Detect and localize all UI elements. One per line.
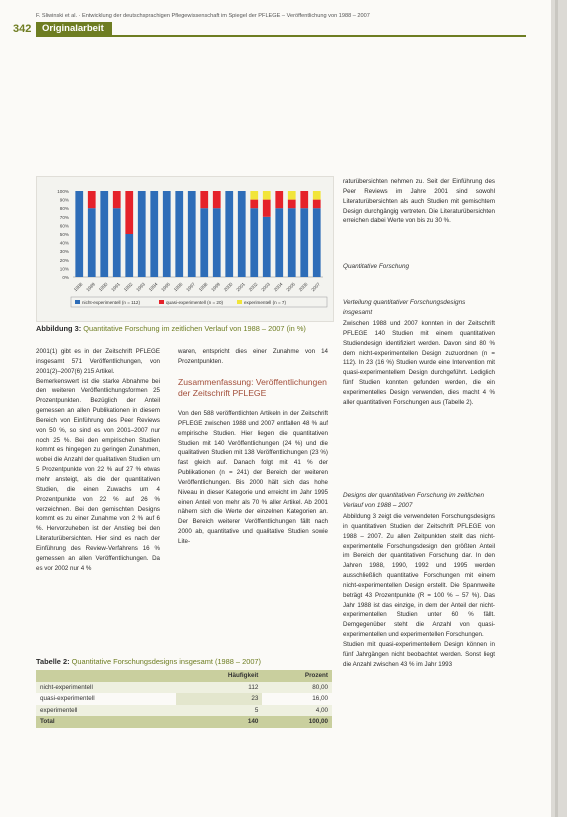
bar-segment	[250, 208, 258, 277]
body-column-3-mid: Zwischen 1988 und 2007 konnten in der Zeitschrift PFLEGE 140 Studien mit einem quantitativen Studiendesign identifiziert werden. Davon sind 80 % dem nicht-experimentellen Design zuzuordnen (n = 112). In 23 (16 %) Studien wurde eine Intervention mit quasi-experimentellem Design durchgeführt. Lediglich fünf Studien konnten gefunden werden, die ein experimentelles Design verwenden, dies macht 4 % aller quantitativen Forschungen aus (Tabelle 2).	[343, 320, 495, 406]
figure-caption	[36, 324, 336, 334]
y-tick-label: 40%	[59, 240, 69, 246]
figure-caption-label: Abbildung 3:	[36, 324, 82, 333]
legend-label: experimentell (n = 7)	[244, 300, 287, 305]
legend-swatch	[159, 300, 164, 304]
x-tick-label: 1991	[110, 281, 122, 293]
body-column-3-bottom: Abbildung 3 zeigt die verwendeten Forschungsdesigns in quantitativen Studien der Zeitschrift PFLEGE von 1988 – 2007. Zu allen Zeitpunkten stellt das nicht-experimentelle Forschungsdesign den größten Anteil im Bereich der quantitativen Forschung dar. In den Jahren 1988, 1990, 1992 und 1995 werden ausschließlich quantitative Forschungen mit einem nicht-experimentellen Design erstellt. Die Spannweite beträgt 43 Prozentpunkte (R = 100 % – 57 %). Das Jahr 1988 ist das einzige, in dem der Anteil der nicht-experimentellen Studien unter 60 % fällt. Demgegenüber steht die Anzahl von quasi-experimentellen und experimentellen Forschungen. Studien mit quasi-experimentellem Design können in fünf Jahrgängen nicht beobachtet werden. Sonst liegt die Anzahl zwischen 43 % im Jahr 1993	[343, 513, 495, 668]
bar-segment	[300, 208, 308, 277]
bar-segment	[313, 208, 321, 277]
x-tick-label: 1988	[72, 281, 84, 293]
y-tick-label: 100%	[57, 189, 69, 194]
y-tick-label: 10%	[59, 266, 69, 272]
x-tick-label: 2005	[285, 281, 297, 293]
table-row	[36, 705, 332, 717]
table-cell: 16,00	[312, 695, 328, 703]
table-total-row	[36, 716, 332, 728]
x-tick-label: 2007	[310, 281, 322, 293]
table-cell: 140	[176, 716, 262, 728]
bar-segment	[263, 191, 271, 200]
bar-segment	[125, 191, 133, 234]
table-row	[36, 693, 332, 705]
x-tick-label: 2000	[222, 281, 234, 293]
x-tick-label: 1994	[147, 281, 159, 293]
figure-caption-text: Quantitative Forschung im zeitlichen Verlauf von 1988 – 2007 (in %)	[83, 324, 306, 333]
table-caption-text: Quantitative Forschungsdesigns insgesamt (1988 – 2007)	[71, 657, 262, 666]
bar-segment	[275, 208, 283, 277]
y-tick-label: 20%	[59, 257, 69, 263]
y-tick-label: 50%	[59, 232, 69, 237]
bar-segment	[213, 208, 221, 277]
table-header-cell	[36, 670, 176, 682]
running-header: F. Sliwinski et al. · Entwicklung der deutschsprachigen Pflegewissenschaft im Spiegel der PFLEGE – Veröffentlichung von 1988 – 2007	[36, 13, 370, 19]
bar-segment	[138, 191, 146, 277]
x-tick-label: 2004	[272, 281, 284, 293]
table-cell: 80,00	[262, 682, 332, 694]
y-tick-label: 80%	[59, 206, 69, 212]
page-number: 342	[13, 23, 32, 35]
section-heading-zusammenfassung: Zusammenfassung: Veröffentlichungen der Zeitschrift PFLEGE	[178, 377, 327, 398]
body-column-3-top: raturübersichten nehmen zu. Seit der Einführung des Peer Reviews im Jahre 2001 sind sowohl Literaturübersichten als auch Studien mit gemischtem Design durchgängig vertreten. Die Literaturübersichten erreichen dabei Werte von bis zu 30 %.	[343, 178, 495, 225]
subheading-designs-verlauf: Designs der quantitativen Forschung im zeitlichen Verlauf von 1988 – 2007	[343, 492, 485, 509]
table-caption-label: Tabelle 2:	[36, 657, 70, 666]
x-tick-label: 1990	[97, 281, 109, 293]
bar-segment	[288, 191, 296, 200]
body-column-2: Von den 588 veröffentlichten Artikeln in der Zeitschrift PFLEGE zwischen 1988 und 2007 entfallen 48 % auf empirische Studien. Hier liegen die quantitativen Studien mit 140 Veröffentlichungen (24 %) und die qualitativen Studien mit 138 Veröffentlichungen (23 %) fast gleich auf. Danach folgt mit 41 % der Publikationen (n = 241) der Bereich der weiteren Veröffentlichungen. Bis 2000 hält sich das hohe Niveau in dieser Kategorie und erreicht im Jahr 1995 einen Anteil von mehr als 70 % aller Artikel. Ab 2001 nähern sich die Werte der einzelnen Kategorien an. Der Bereich weiterer Veröffentlichungen fällt nach 2000 ab, quantitative und qualitative Studien sowie Lite-	[178, 410, 328, 545]
bar-segment	[163, 191, 171, 277]
table-cell: nicht-experimentell	[36, 682, 176, 694]
table-2	[36, 670, 332, 728]
x-tick-label: 2002	[247, 281, 259, 293]
legend-label: nicht-experimentell (n = 112)	[82, 300, 141, 305]
bar-segment	[263, 200, 271, 217]
bar-segment	[238, 191, 246, 277]
bar-segment	[313, 200, 321, 209]
subheading-verteilung: Verteilung quantitativer Forschungsdesigns insgesamt	[343, 299, 466, 316]
x-tick-label: 1993	[135, 281, 147, 293]
y-tick-label: 30%	[59, 249, 69, 255]
y-tick-label: 0%	[62, 275, 69, 280]
bar-segment	[313, 191, 321, 200]
table-cell: experimentell	[36, 705, 176, 717]
x-tick-label: 2003	[260, 281, 272, 293]
section-rule	[36, 35, 526, 37]
bar-segment	[113, 191, 121, 208]
table-row	[36, 682, 332, 694]
bar-segment	[263, 217, 271, 277]
legend-swatch	[75, 300, 80, 304]
legend-label: quasi-experimentell (n = 20)	[166, 300, 224, 305]
x-tick-label: 1989	[85, 281, 97, 293]
table-caption	[36, 657, 336, 666]
bar-segment	[125, 234, 133, 277]
bar-segment	[150, 191, 158, 277]
bar-segment	[200, 191, 208, 208]
bar-segment	[275, 191, 283, 208]
bar-segment	[188, 191, 196, 277]
x-tick-label: 1992	[122, 281, 134, 293]
table-cell: 5	[176, 705, 262, 717]
table-cell: Total	[36, 716, 176, 728]
table-cell: quasi-experimentell	[40, 695, 95, 703]
body-column-2-top: waren, entspricht dies einer Zunahme von 14 Prozentpunkten.	[178, 348, 328, 365]
bar-segment	[88, 208, 96, 277]
bar-segment	[88, 191, 96, 208]
figure-3	[36, 176, 334, 322]
book-edge	[551, 0, 567, 817]
bar-segment	[75, 191, 83, 277]
legend-swatch	[237, 300, 242, 304]
table-header-row	[36, 670, 332, 682]
table-cell: 112	[176, 682, 262, 694]
bar-segment	[250, 191, 258, 200]
table-cell: 23	[176, 693, 262, 705]
subheading-quantitative: Quantitative Forschung	[343, 263, 410, 270]
table-cell: 100,00	[262, 716, 332, 728]
table-cell: 4,00	[262, 705, 332, 717]
table-header-cell: Prozent	[262, 670, 332, 682]
y-tick-label: 60%	[59, 223, 69, 229]
table-header-cell: Häufigkeit	[176, 670, 262, 682]
bar-segment	[175, 191, 183, 277]
x-tick-label: 2001	[235, 281, 247, 293]
bar-segment	[288, 200, 296, 209]
x-tick-label: 1996	[172, 281, 184, 293]
x-tick-label: 2006	[297, 281, 309, 293]
bar-segment	[288, 208, 296, 277]
body-column-1: 2001(1) gibt es in der Zeitschrift PFLEGE insgesamt 571 Veröffentlichungen, von 2001(2)–2007(6) 215 Artikel. Bemerkenswert ist die starke Abnahme bei den weiteren Veröffentlichungsformen 25 Prozentpunkten. Bezüglich der Anteil gemessen an allen Publikationen in diesem Bereich von Einführung des Peer Reviews von 50 %, so sind es von 2001–2007 nur noch 25 %. Bei den empirischen Studien kommt es hingegen zu geringen Zunahmen, wobei die Anzahl der qualitativen Studien um 5 Prozentpunkte von 22 % auf 27 % etwas mehr ansteigt, als die der quantitativen Studien, die einen Zuwachs um 4 Prozentpunkte von 22 % auf 26 % verzeichnen. Bei den gemischten Designs kommt es zu einer Zunahme von 2 % auf 6 %. Hervorzuheben ist der Anstieg bei den Literaturübersichten. Hier sind es nach der Einführung des Review-Verfahrens 16 % gemessen an allen Veröffentlichungen. Da es vor 2002 nur 4 %	[36, 348, 160, 572]
x-tick-label: 1995	[160, 281, 172, 293]
x-tick-label: 1999	[210, 281, 222, 293]
bar-segment	[250, 200, 258, 209]
stacked-bar-chart	[37, 177, 333, 321]
bar-segment	[300, 191, 308, 208]
bar-segment	[113, 208, 121, 277]
bar-segment	[200, 208, 208, 277]
y-tick-label: 70%	[59, 214, 69, 220]
bar-segment	[225, 191, 233, 277]
x-tick-label: 1997	[185, 281, 197, 293]
section-label: Originalarbeit	[36, 22, 112, 36]
y-tick-label: 90%	[59, 197, 69, 203]
x-tick-label: 1998	[197, 281, 209, 293]
bar-segment	[100, 191, 108, 277]
bar-segment	[213, 191, 221, 208]
